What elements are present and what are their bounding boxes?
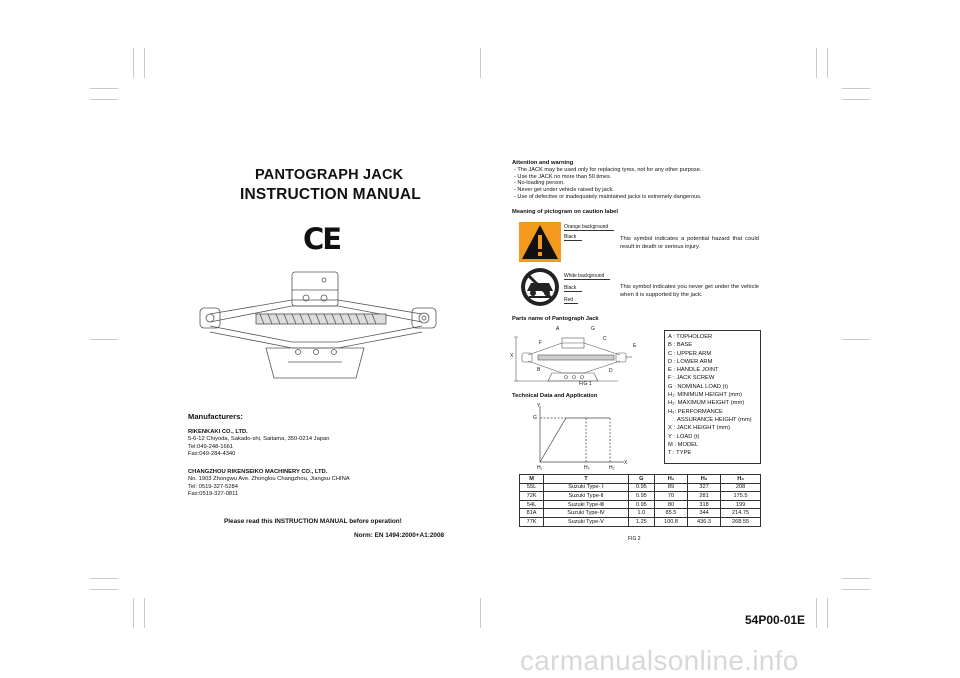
pictogram-heading: Meaning of pictogram on caution label bbox=[512, 209, 618, 215]
table-cell: 436.3 bbox=[688, 517, 721, 526]
fig1-letter-f: F bbox=[539, 340, 543, 346]
table-cell: Suzuki Type-Ⅲ bbox=[544, 500, 629, 509]
tech-heading: Technical Data and Application bbox=[512, 393, 598, 399]
legend-item: C : UPPER ARM bbox=[668, 350, 712, 357]
company-2 bbox=[188, 469, 428, 499]
fig1-letter-e: E bbox=[633, 343, 637, 349]
legend-item: T : TYPE bbox=[668, 450, 692, 457]
fig1-letter-x: X bbox=[510, 353, 514, 359]
table-cell: 1.25 bbox=[628, 517, 654, 526]
table-cell: 72K bbox=[520, 492, 544, 501]
table-cell: 89 bbox=[654, 483, 687, 492]
table-cell: 208 bbox=[721, 483, 761, 492]
part-number: 54P00-01E bbox=[745, 613, 806, 627]
watermark: carmanualsonline.info bbox=[520, 645, 799, 676]
company-1 bbox=[188, 429, 428, 459]
table-cell: 344 bbox=[688, 509, 721, 518]
table-cell: 199 bbox=[721, 500, 761, 509]
company-2-name: CHANGZHOU RIKENSEIKO MACHINERY CO., LTD. bbox=[188, 469, 328, 475]
table-cell: Suzuki Type-Ⅳ bbox=[544, 509, 629, 518]
table-cell: 81A bbox=[520, 509, 544, 518]
table-cell: Suzuki Type-Ⅴ bbox=[544, 517, 629, 526]
table-cell: 70 bbox=[654, 492, 687, 501]
title-line1: PANTOGRAPH JACK bbox=[255, 167, 404, 183]
legend-item: H₁: MINIMUM HEIGHT (mm) bbox=[668, 392, 742, 399]
table-cell: 1.0 bbox=[628, 509, 654, 518]
fig1-letter-c: C bbox=[603, 336, 607, 342]
company-1-tel: Tel:049-248-1661 bbox=[188, 443, 234, 450]
legend-item: F : JACK SCREW bbox=[668, 375, 715, 382]
fig1-diagram bbox=[508, 325, 660, 387]
manufacturers-heading: Manufacturers: bbox=[188, 412, 243, 421]
please-read-note: Please read this INSTRUCTION MANUAL before operation! bbox=[224, 518, 402, 525]
graph-h1-label: H₁ bbox=[537, 465, 543, 471]
table-header-cell: H₂ bbox=[688, 475, 721, 484]
pictogram1-fg-label: Black bbox=[564, 234, 582, 241]
parts-heading: Parts name of Pantograph Jack bbox=[512, 316, 599, 322]
graph-x-label: X bbox=[624, 460, 628, 466]
table-cell: 214.75 bbox=[721, 509, 761, 518]
company-2-tel: Tel: 0519-327-5284 bbox=[188, 483, 238, 490]
table-cell: Suzuki Type-Ⅱ bbox=[544, 492, 629, 501]
pictogram2-description: This symbol indicates you never get under the vehicle when it is supported by the jack. bbox=[620, 284, 759, 298]
fig1-letter-g: G bbox=[591, 326, 595, 332]
company-1-name: RIKENKAKI CO., LTD. bbox=[188, 429, 248, 435]
title-line2: INSTRUCTION MANUAL bbox=[240, 186, 421, 203]
load-height-graph bbox=[520, 402, 630, 470]
table-header-cell: T bbox=[544, 475, 629, 484]
table-cell: 268.55 bbox=[721, 517, 761, 526]
table-row bbox=[520, 517, 761, 526]
table-cell: 0.95 bbox=[628, 483, 654, 492]
warning-item: - Never get under vehicle raised by jack. bbox=[514, 187, 614, 194]
company-1-address: 5-6-12 Chiyoda, Sakado-shi, Saitama, 350-0214 Japan bbox=[188, 436, 330, 443]
jack-illustration bbox=[196, 270, 444, 382]
graph-h2-label: H₂ bbox=[609, 465, 615, 471]
prohibition-pictogram bbox=[519, 267, 561, 307]
norm-text: Norm: EN 1494:2000+A1:2008 bbox=[354, 532, 445, 539]
table-cell: 0.95 bbox=[628, 492, 654, 501]
fig1-letter-d: D bbox=[609, 368, 613, 374]
fig1-letter-b: B bbox=[537, 367, 541, 373]
legend-item: H₃: PERFORMANCE bbox=[668, 408, 723, 415]
legend-item: ASSURANCE HEIGHT (mm) bbox=[677, 416, 752, 423]
table-cell: 318 bbox=[688, 500, 721, 509]
table-cell: 55L bbox=[520, 483, 544, 492]
pictogram2-ring-label: Red bbox=[564, 297, 578, 304]
warning-list bbox=[514, 167, 764, 201]
warning-item: - Use of defective or inadequately maintained jacks is extremely dangerous. bbox=[514, 193, 702, 200]
table-header-cell: H₃ bbox=[721, 475, 761, 484]
technical-data-table bbox=[519, 474, 761, 527]
table-row bbox=[520, 483, 761, 492]
table-cell: 0.95 bbox=[628, 500, 654, 509]
graph-y-label: Y bbox=[537, 403, 541, 409]
pictogram2-fg-label: Black bbox=[564, 285, 582, 292]
table-cell: 77K bbox=[520, 517, 544, 526]
company-2-address: No. 1903 Zhongwu Ave. Zhonglou Changzhou, Jiangsu CHINA bbox=[188, 476, 350, 483]
table-cell: 175.5 bbox=[721, 492, 761, 501]
warning-triangle-icon bbox=[519, 222, 561, 262]
graph-g-label: G bbox=[533, 415, 537, 421]
warning-item: - The JACK may be used only for replacing tyres, not for any other purpose. bbox=[514, 167, 702, 173]
pictogram1-description: This symbol indicates a potential hazard that could result in death or serious injury. bbox=[620, 236, 759, 250]
legend-item: G : NOMINAL LOAD (t) bbox=[668, 383, 729, 390]
fig2-label: FIG 2 bbox=[628, 536, 641, 542]
pictogram2-bg-label: White background bbox=[564, 273, 610, 280]
ce-mark: CE bbox=[303, 222, 341, 256]
table-cell: Suzuki Type- Ⅰ bbox=[544, 483, 629, 492]
pictogram1-bg-label: Orange background bbox=[564, 224, 614, 231]
legend-item: M : MODEL bbox=[668, 441, 699, 448]
fig1-label: FIG 1 bbox=[579, 381, 592, 387]
warning-item: - No-loading person. bbox=[514, 180, 565, 187]
table-header-row bbox=[520, 475, 761, 484]
table-cell: 80 bbox=[654, 500, 687, 509]
table-header-cell: G bbox=[628, 475, 654, 484]
table-cell: 281 bbox=[688, 492, 721, 501]
attention-heading: Attention and warning bbox=[512, 160, 574, 166]
table-cell: 54L bbox=[520, 500, 544, 509]
no-under-vehicle-icon bbox=[519, 267, 561, 307]
legend-item: Y : LOAD (t) bbox=[668, 433, 700, 440]
company-2-fax: Fax:0519-327-0811 bbox=[188, 491, 239, 498]
legend-item: H₂: MAXIMUM HEIGHT (mm) bbox=[668, 400, 745, 407]
parts-legend bbox=[664, 330, 761, 464]
legend-item: D : LOWER ARM bbox=[668, 358, 713, 365]
table-row bbox=[520, 492, 761, 501]
legend-item: A : TOPHOLDER bbox=[668, 334, 713, 340]
legend-item: X : JACK HEIGHT (mm) bbox=[668, 425, 731, 432]
table-row bbox=[520, 500, 761, 509]
warning-pictogram bbox=[519, 222, 561, 262]
fig1-letter-a: A bbox=[556, 326, 560, 332]
company-1-fax: Fax:049-284-4340 bbox=[188, 451, 236, 458]
table-cell: 85.5 bbox=[654, 509, 687, 518]
warning-item: - Use the JACK no more than 50 times. bbox=[514, 173, 612, 180]
table-cell: 100.8 bbox=[654, 517, 687, 526]
graph-h3-label: H₃ bbox=[584, 465, 590, 471]
legend-item: B : BASE bbox=[668, 342, 693, 349]
legend-item: E : HANDLE JOINT bbox=[668, 367, 719, 374]
table-row bbox=[520, 509, 761, 518]
table-header-cell: M bbox=[520, 475, 544, 484]
table-cell: 327 bbox=[688, 483, 721, 492]
table-header-cell: H₁ bbox=[654, 475, 687, 484]
